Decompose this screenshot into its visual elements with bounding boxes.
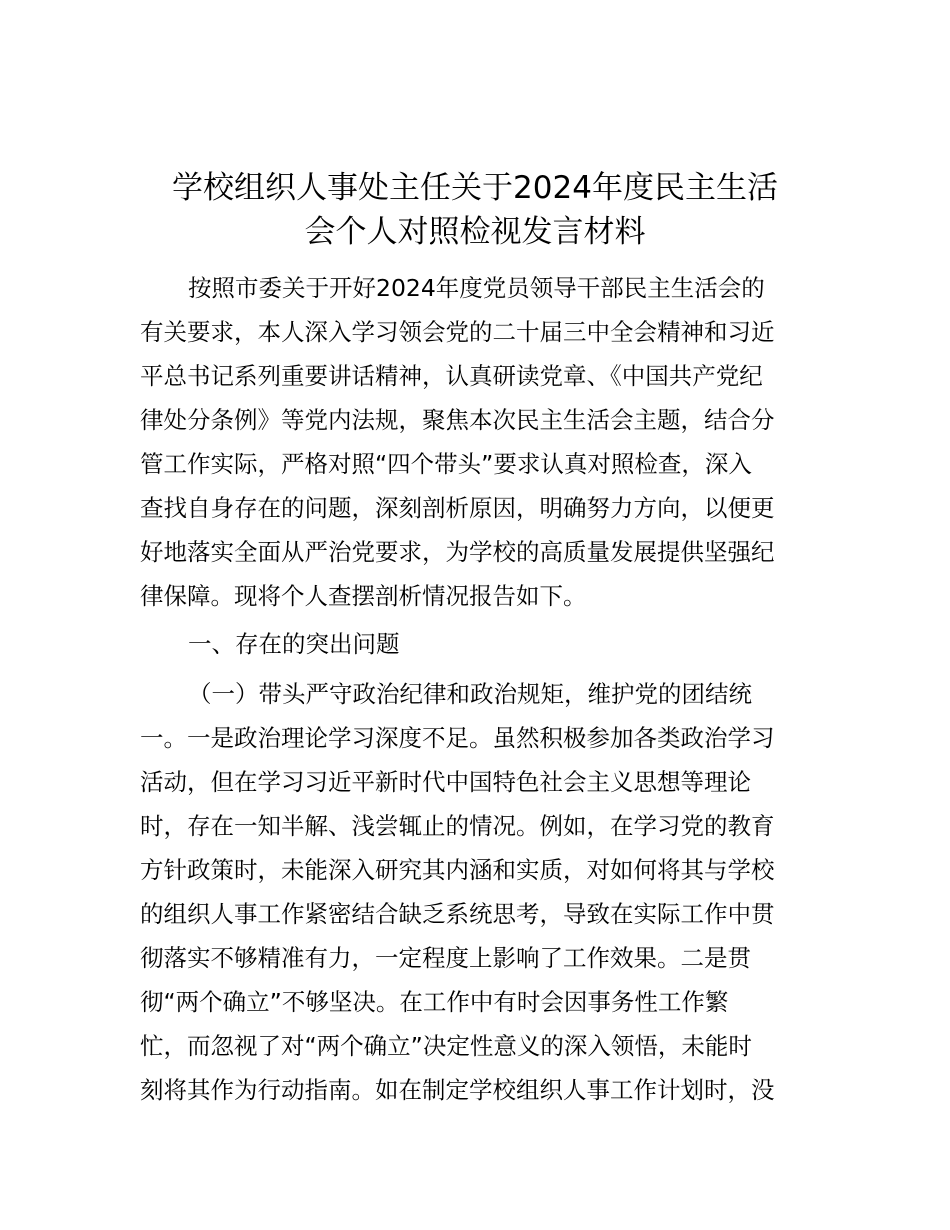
- paragraph-line: 平总书记系列重要讲话精神，认真研读党章、《中国共产党纪: [140, 362, 763, 390]
- paragraph-line: 方针政策时，未能深入研究其内涵和实质，对如何将其与学校: [140, 856, 775, 884]
- paragraph-line: 忙，而忽视了对“两个确立”决定性意义的深入领悟，未能时: [140, 1032, 752, 1060]
- paragraph-line: 好地落实全面从严治党要求，为学校的高质量发展提供坚强纪: [140, 538, 775, 566]
- paragraph-problems: [140, 672, 812, 1112]
- paragraph-line: 刻将其作为行动指南。如在制定学校组织人事工作计划时，没: [140, 1076, 775, 1104]
- paragraph-line: 时，存在一知半解、浅尝辄止的情况。例如，在学习党的教育: [140, 812, 775, 840]
- paragraph-line: 有关要求，本人深入学习领会党的二十届三中全会精神和习近: [140, 318, 775, 346]
- paragraph-line: 彻落实不够精准有力，一定程度上影响了工作效果。二是贯: [140, 944, 751, 972]
- paragraph-line: 的组织人事工作紧密结合缺乏系统思考，导致在实际工作中贯: [140, 900, 775, 928]
- paragraph-line: 律保障。现将个人查摆剖析情况报告如下。: [140, 582, 587, 610]
- paragraph-line: 管工作实际，严格对照“四个带头”要求认真对照检查，深入: [140, 450, 752, 478]
- paragraph-line: （一）带头严守政治纪律和政治规矩，维护党的团结统: [188, 680, 752, 708]
- paragraph-line: 活动，但在学习习近平新时代中国特色社会主义思想等理论: [140, 768, 751, 796]
- section-heading-text: 一、存在的突出问题: [188, 630, 400, 658]
- paragraph-line: 一。一是政治理论学习深度不足。虽然积极参加各类政治学习: [140, 724, 775, 752]
- document-title-line-2: 会个人对照检视发言材料: [304, 214, 646, 250]
- document-title-line-1: 学校组织人事处主任关于2024年度民主生活: [172, 170, 778, 206]
- paragraph-line: 彻“两个确立”不够坚决。在工作中有时会因事务性工作繁: [140, 988, 729, 1016]
- paragraph-intro: [140, 266, 812, 618]
- paragraph-line: 律处分条例》等党内法规，聚焦本次民主生活会主题，结合分: [140, 406, 775, 434]
- section-heading: [140, 622, 812, 666]
- paragraph-line: 查找自身存在的问题，深刻剖析原因，明确努力方向，以便更: [140, 494, 775, 522]
- paragraph-line: 按照市委关于开好2024年度党员领导干部民主生活会的: [188, 274, 765, 302]
